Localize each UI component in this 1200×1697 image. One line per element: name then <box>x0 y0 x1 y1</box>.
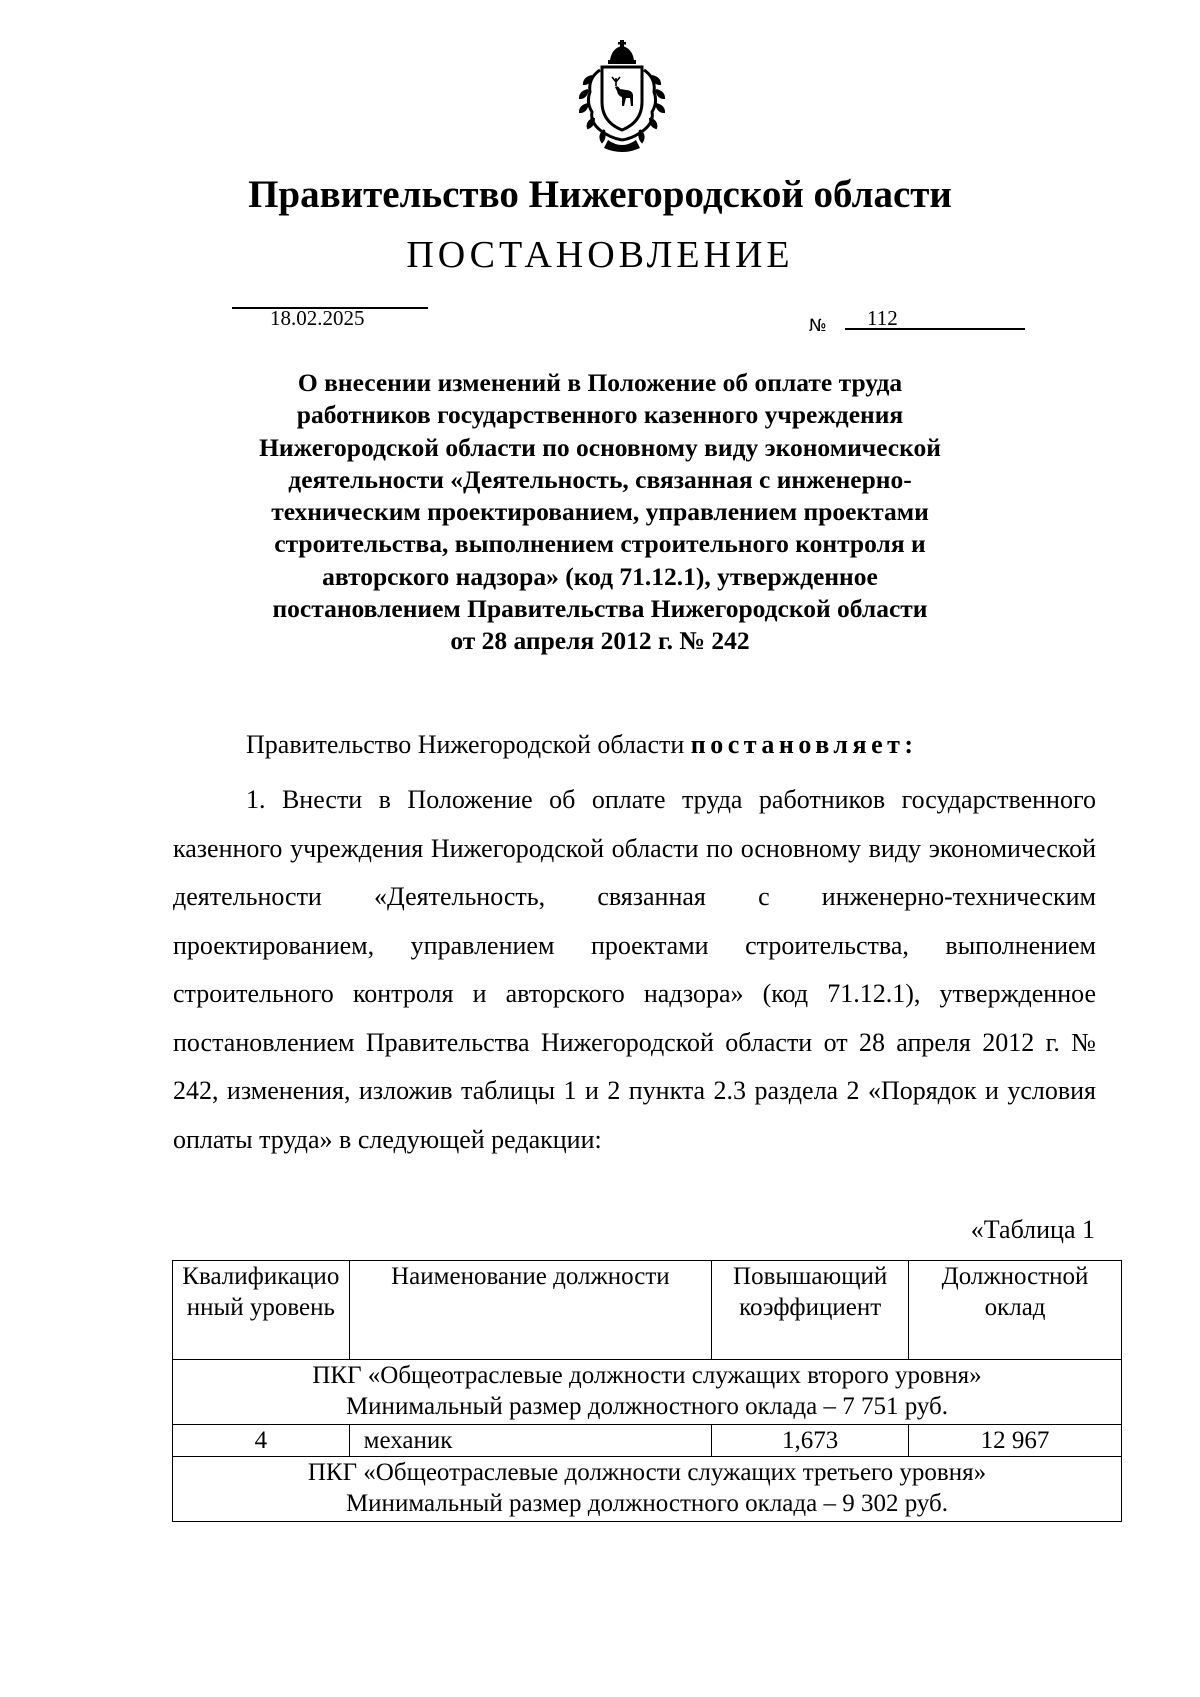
subject-line: техническим проектированием, управлением проектами <box>271 497 929 527</box>
cell-coefficient: 1,673 <box>712 1425 909 1457</box>
table-group-row <box>173 1457 1122 1522</box>
salary-table <box>172 1260 1122 1522</box>
group-title: ПКГ «Общеотраслевые должности служащих третьего уровня» <box>307 1459 987 1486</box>
header-qualification-level: Квалификационный уровень <box>173 1261 350 1360</box>
group-min-salary: Минимальный размер должностного оклада – 7 751 руб. <box>345 1393 949 1420</box>
subject-line: О внесении изменений в Положение об оплате труда <box>297 368 903 397</box>
table-header-row <box>173 1261 1122 1360</box>
subject-line: строительства, выполнением строительного контроля и <box>274 529 926 559</box>
government-title: Правительство Нижегородской области <box>248 173 952 216</box>
header-coefficient: Повышающий коэффициент <box>712 1261 909 1360</box>
subject-line: работников государственного казенного учреждения <box>296 400 904 430</box>
document-date: 18.02.2025 <box>270 306 365 330</box>
header-position-name: Наименование должности <box>349 1261 712 1360</box>
subject-line: от 28 апреля 2012 г. № 242 <box>450 626 750 656</box>
document-number: 112 <box>867 306 898 330</box>
header-salary: Должностной оклад <box>909 1261 1122 1360</box>
subject-line: постановлением Правительства Нижегородской области <box>272 594 928 624</box>
paragraph-1: 1. Внести в Положение об оплате труда работников государственного казенного учреждения Нижегородской области по основному виду экономической деятельности «Деятельность, связанная с инженерно-техническим проектированием, управлением проектами строительства, выполнением строительного контроля и авторского надзора» (код 71.12.1), утвержденное постановлением Правительства Нижегородской области от 28 апреля 2012 г. № 242, изменения, изложив таблицы 1 и 2 пункта 2.3 раздела 2 «Порядок и условия оплаты труда» в следующей редакции: <box>173 785 1096 1154</box>
cell-level: 4 <box>173 1425 350 1457</box>
subject-line: деятельности «Деятельность, связанная с инженерно- <box>288 464 912 494</box>
preamble <box>246 727 918 763</box>
subject-line: Нижегородской области по основному виду экономической <box>259 432 941 462</box>
nizhny-novgorod-coat-of-arms-icon <box>574 40 670 152</box>
table-caption: «Таблица 1 <box>970 1215 1095 1244</box>
cell-salary: 12 967 <box>909 1425 1122 1457</box>
group-cell <box>173 1360 1122 1425</box>
group-min-salary: Минимальный размер должностного оклада – 9 302 руб. <box>345 1490 949 1517</box>
cell-position: механик <box>349 1425 712 1457</box>
group-title: ПКГ «Общеотраслевые должности служащих второго уровня» <box>312 1362 982 1389</box>
preamble-decree-word: постановляет: <box>690 730 918 759</box>
table-group-row <box>173 1360 1122 1425</box>
subject-line: авторского надзора» (код 71.12.1), утвержденное <box>322 561 878 591</box>
number-label: № <box>809 316 827 336</box>
group-cell <box>173 1457 1122 1522</box>
preamble-text: Правительство Нижегородской области <box>246 730 691 759</box>
document-subject <box>180 367 1020 658</box>
document-type: ПОСТАНОВЛЕНИЕ <box>406 234 794 276</box>
table-row <box>173 1425 1122 1457</box>
